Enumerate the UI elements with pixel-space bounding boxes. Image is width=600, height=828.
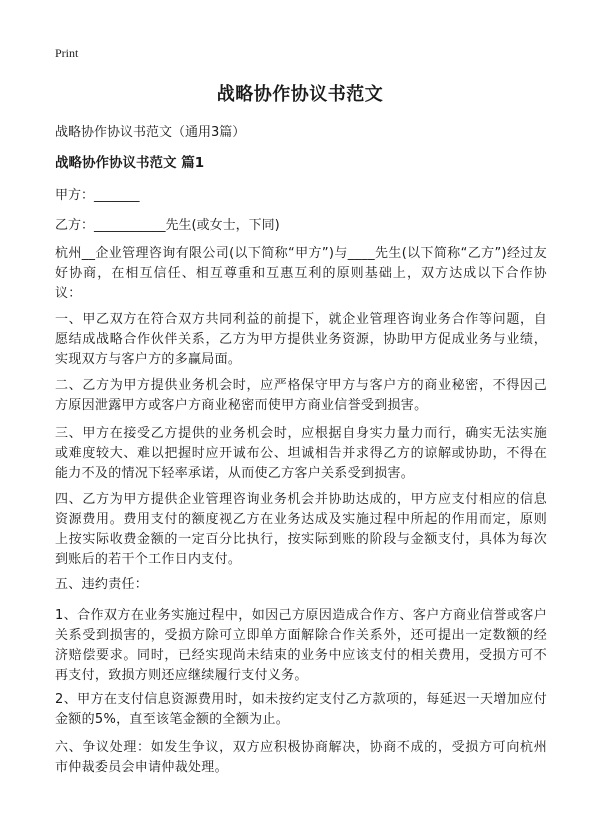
print-label: Print (55, 46, 79, 60)
document-title: 战略协作协议书范文 (216, 84, 384, 105)
document-subtitle: 战略协作协议书范文（通用3篇） (55, 125, 246, 140)
paragraph: 二、乙方为甲方提供业务机会时，应严格保守甲方与客户方的商业秘密，不得因己方原因泄露甲方或客户方商业秘密而使甲方商业信誉受到损害。 (55, 378, 547, 413)
party-b-line: 乙方：___________先生(或女士，下同) (55, 218, 280, 233)
paragraph: 杭州__企业管理咨询有限公司(以下简称“甲方”)与____先生(以下简称“乙方”)经过友好协商，在相互信任、相互尊重和互惠互利的原则基础上，双方达成以下合作协议： (55, 246, 547, 301)
paragraph: 六、争议处理：如发生争议，双方应积极协商解决，协商不成的，受损方可向杭州市仲裁委员会申请仲裁处理。 (55, 740, 547, 775)
paragraph: 五、违约责任： (55, 577, 149, 592)
party-a-line: 甲方：_______ (55, 188, 140, 203)
paragraph: 2、甲方在支付信息资源费用时，如未按约定支付乙方款项的，每延迟一天增加应付金额的5%，直至该笔金额的全额为止。 (55, 692, 547, 727)
paragraph: 四、乙方为甲方提供企业管理咨询业务机会并协助达成的，甲方应支付相应的信息资源费用。费用支付的额度视乙方在业务达成及实施过程中所起的作用而定，原则上按实际收费金额的一定百分比执行，按实际到账的阶段与金额支付，具体为每次到账后的若干个工作日内支付。 (55, 492, 547, 567)
paragraph: 1、合作双方在业务实施过程中，如因己方原因造成合作方、客户方商业信誉或客户关系受到损害的，受损方除可立即单方面解除合作关系外，还可提出一定数额的经济赔偿要求。同时，已经实现尚未结束的业务中应该支付的相关费用，受损方可不再支付，致损方则还应继续履行支付义务。 (55, 608, 547, 683)
paragraph: 三、甲方在接受乙方提供的业务机会时，应根据自身实力量力而行，确实无法实施或难度较大、难以把握时应开诚布公、坦诚相告并求得乙方的谅解或协助，不得在能力不及的情况下轻率承诺，从而使乙方客户关系受到损害。 (55, 426, 547, 481)
section-heading: 战略协作协议书范文 篇1 (55, 155, 205, 171)
paragraph: 一、甲乙双方在符合双方共同利益的前提下，就企业管理咨询业务合作等问题，自愿结成战略合作伙伴关系，乙方为甲方提供业务资源，协助甲方促成业务与业绩，实现双方与客户方的多赢局面。 (55, 312, 547, 367)
